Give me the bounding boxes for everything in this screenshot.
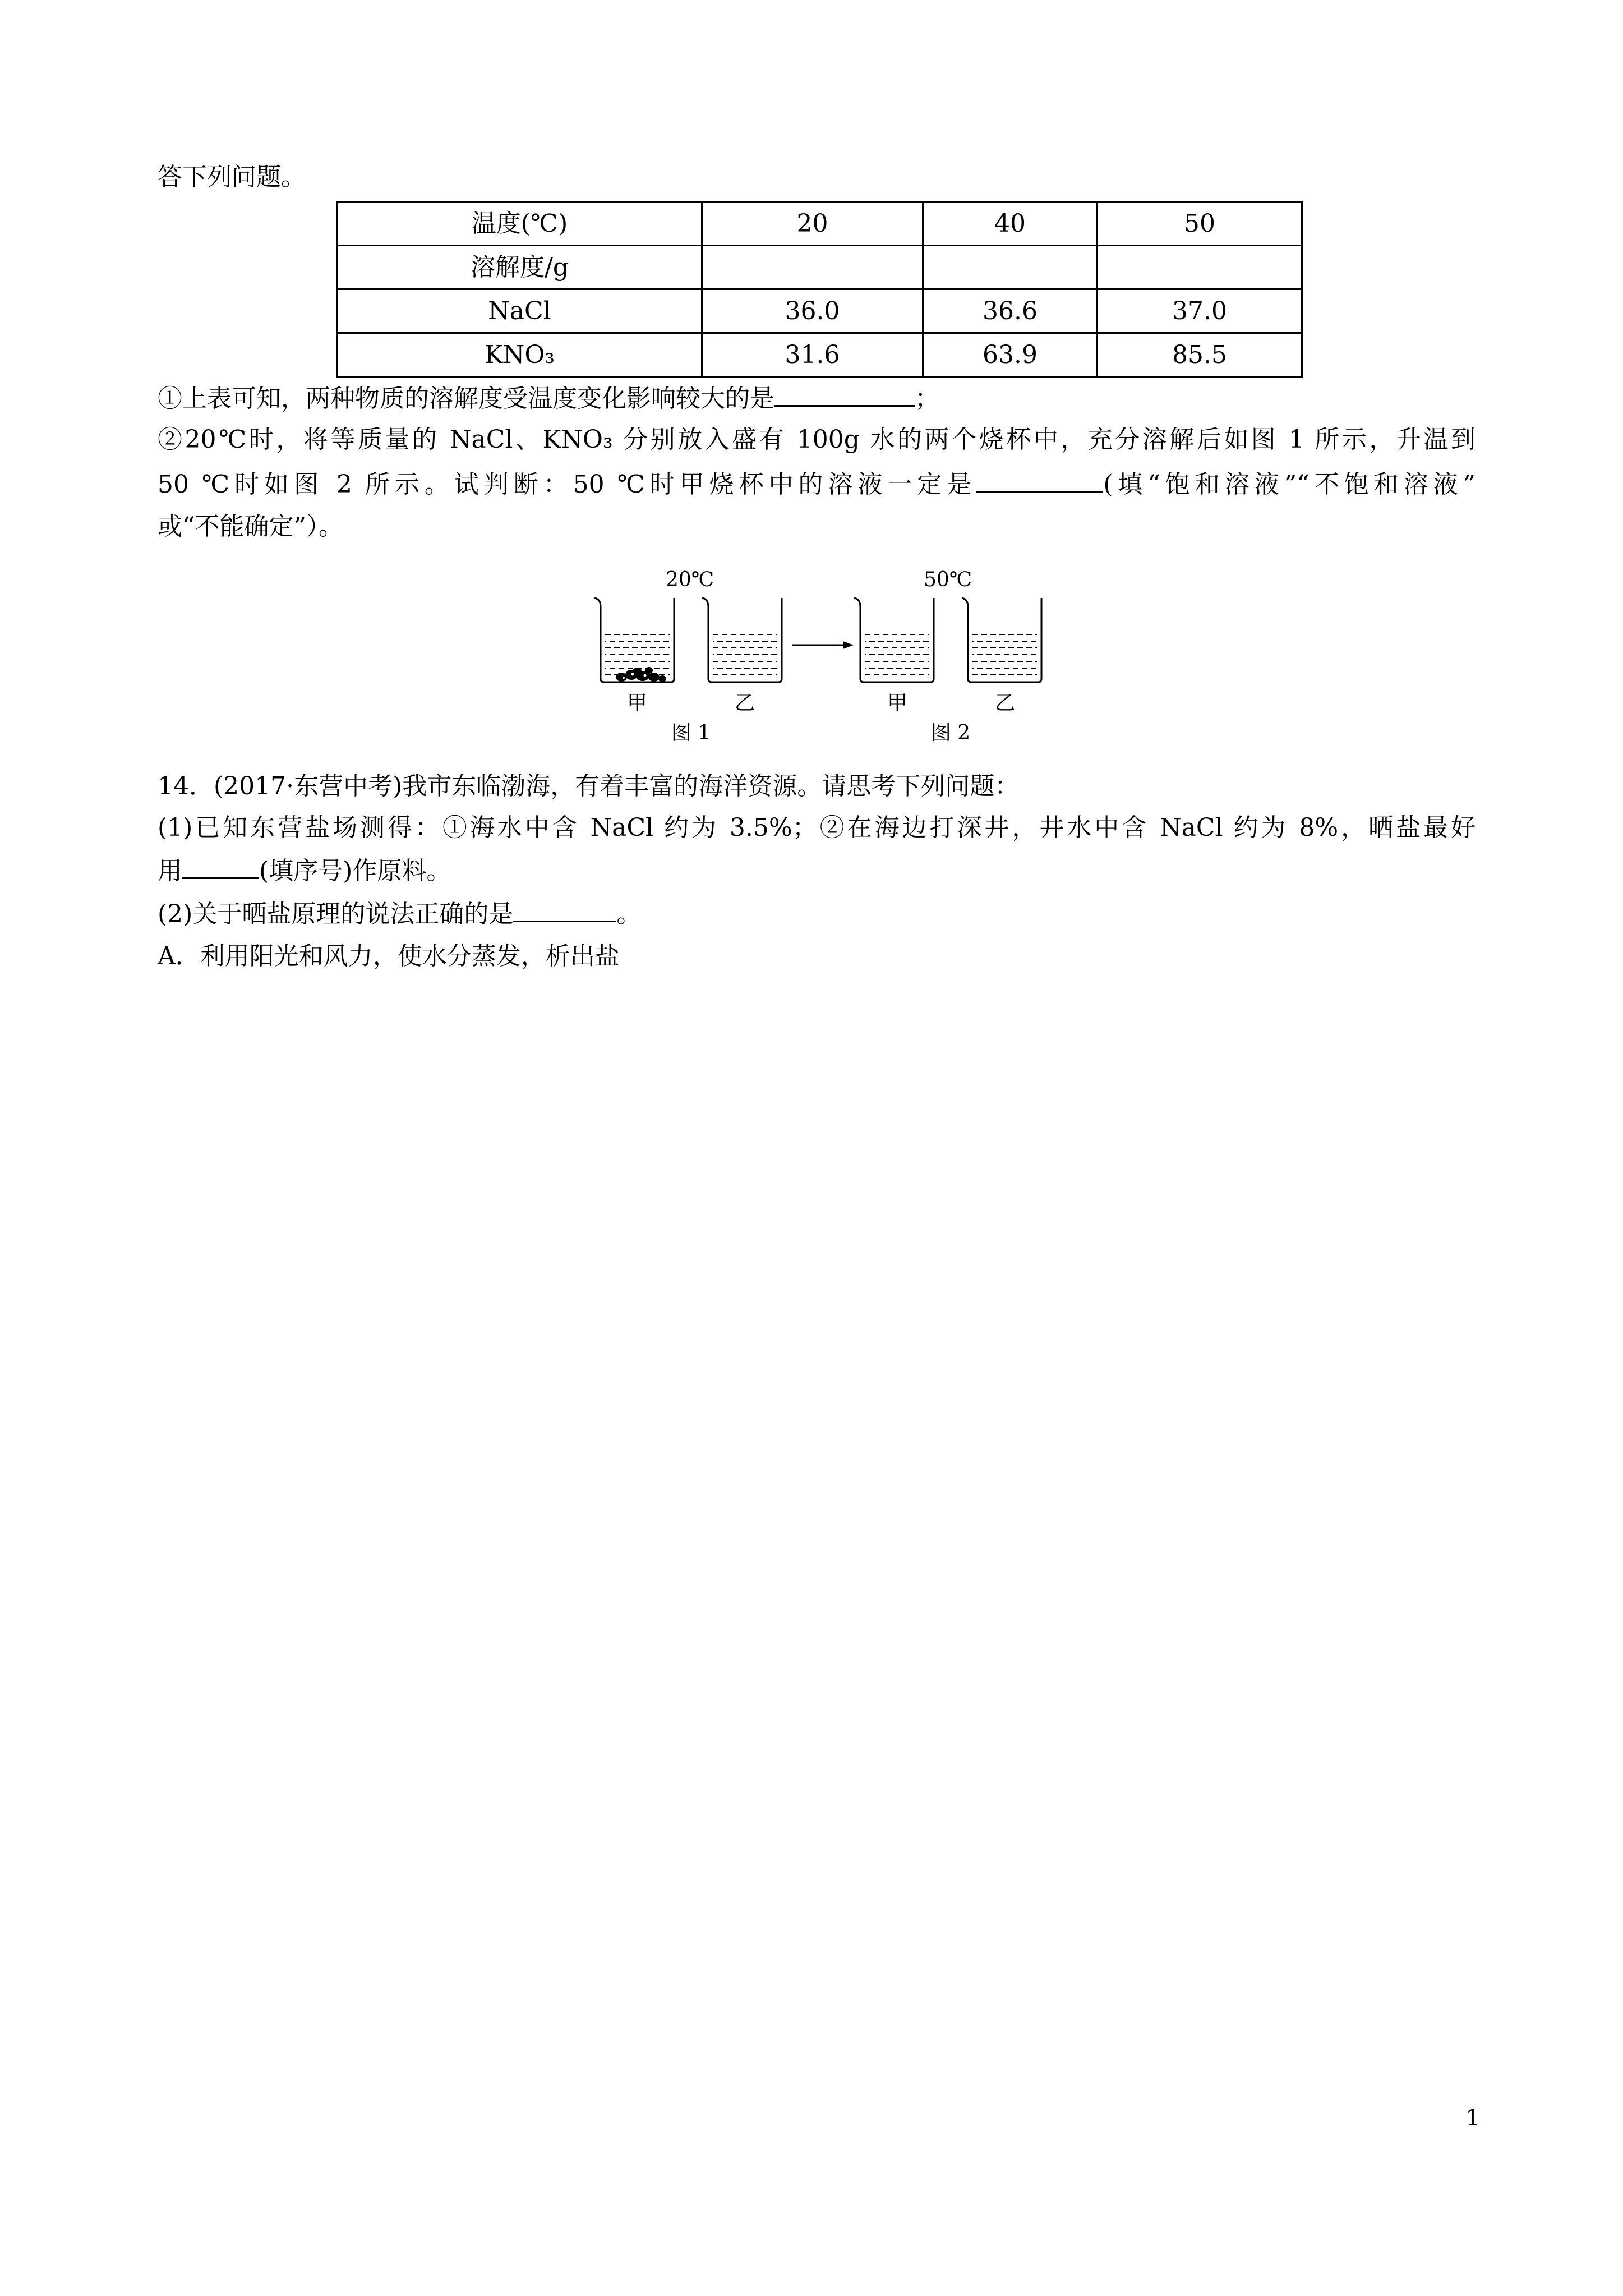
substance-name: NaCl — [338, 289, 702, 333]
arrow — [792, 641, 854, 649]
temperature-label-50: 50℃ — [923, 568, 972, 591]
table-cell: 63.9 — [923, 333, 1098, 377]
answer-blank — [182, 855, 259, 879]
beaker-outline — [962, 598, 1041, 682]
table-cell: 31.6 — [702, 333, 923, 377]
table-row-kno3 — [338, 333, 1302, 377]
temperature-label-20: 20℃ — [665, 568, 714, 591]
question-text: (2)关于晒盐原理的说法正确的是 — [158, 900, 514, 928]
beaker-yi-fig1 — [702, 598, 782, 682]
answer-blank — [774, 383, 915, 407]
question-text: 。 — [616, 900, 642, 928]
figure-caption-1: 图 1 — [671, 721, 711, 744]
table-header-row — [338, 202, 1302, 246]
table-empty-cell — [702, 246, 923, 289]
question-14-title: 14．(2017·东营中考)我市东临渤海，有着丰富的海洋资源。请思考下列问题： — [158, 772, 1020, 800]
answer-blank — [976, 468, 1103, 493]
undissolved-crystals — [616, 667, 666, 682]
beaker-yi-fig2 — [962, 598, 1041, 682]
table-cell: 36.6 — [923, 289, 1098, 333]
question-13-part-2-line-3: 或“不能确定”）。 — [158, 512, 343, 541]
table-subheader-row — [338, 246, 1302, 289]
table-row-nacl — [338, 289, 1302, 333]
beaker-jia-fig2 — [854, 598, 934, 682]
table-empty-cell — [1098, 246, 1302, 289]
beaker-outline — [702, 598, 782, 682]
question-14-part-1-line-2 — [158, 855, 451, 886]
page-number: 1 — [1465, 2105, 1480, 2131]
beaker-label-yi: 乙 — [734, 692, 755, 715]
intro-text: 答下列问题。 — [158, 163, 306, 191]
figure-caption-2: 图 2 — [930, 721, 971, 744]
beaker-label-jia: 甲 — [626, 692, 648, 715]
question-13-part-2-line-1: ②20℃时，将等质量的 NaCl、KNO₃ 分别放入盛有 100g 水的两个烧杯中，充分溶解后如图 1 所示，升温到 — [158, 425, 1476, 454]
question-text: (填“饱和溶液”“不饱和溶液” — [1103, 470, 1476, 499]
temperature-50: 50 — [1098, 202, 1302, 246]
question-13-part-1 — [158, 383, 939, 414]
table-cell: 36.0 — [702, 289, 923, 333]
question-text: 50 ℃时如图 2 所示。试判断：50 ℃时甲烧杯中的溶液一定是 — [158, 470, 977, 499]
question-text: 用 — [158, 857, 182, 885]
substance-name: KNO₃ — [338, 333, 702, 377]
question-text: (填序号)作原料。 — [259, 857, 451, 885]
beaker-label-yi: 乙 — [994, 692, 1016, 715]
temperature-40: 40 — [923, 202, 1098, 246]
table-empty-cell — [923, 246, 1098, 289]
beaker-outline — [854, 598, 934, 682]
table-cell: 37.0 — [1098, 289, 1302, 333]
question-13-part-2-line-2 — [158, 468, 1476, 500]
option-a: A．利用阳光和风力，使水分蒸发，析出盐 — [158, 942, 620, 970]
answer-blank — [513, 898, 616, 922]
beaker-label-jia: 甲 — [887, 692, 908, 715]
temperature-header: 温度(℃) — [338, 202, 702, 246]
solubility-header: 溶解度/g — [338, 246, 702, 289]
question-14-part-1-line-1: (1)已知东营盐场测得：①海水中含 NaCl 约为 3.5%；②在海边打深井，井水中含 NaCl 约为 8%，晒盐最好 — [158, 813, 1476, 842]
solubility-table — [336, 201, 1303, 378]
question-14-part-2 — [158, 898, 641, 930]
question-text: ①上表可知，两种物质的溶解度受温度变化影响较大的是 — [158, 384, 774, 413]
question-text: ； — [915, 384, 939, 413]
table-cell: 85.5 — [1098, 333, 1302, 377]
temperature-20: 20 — [702, 202, 923, 246]
beaker-figure — [561, 555, 1094, 752]
beaker-jia-fig1 — [594, 598, 674, 682]
